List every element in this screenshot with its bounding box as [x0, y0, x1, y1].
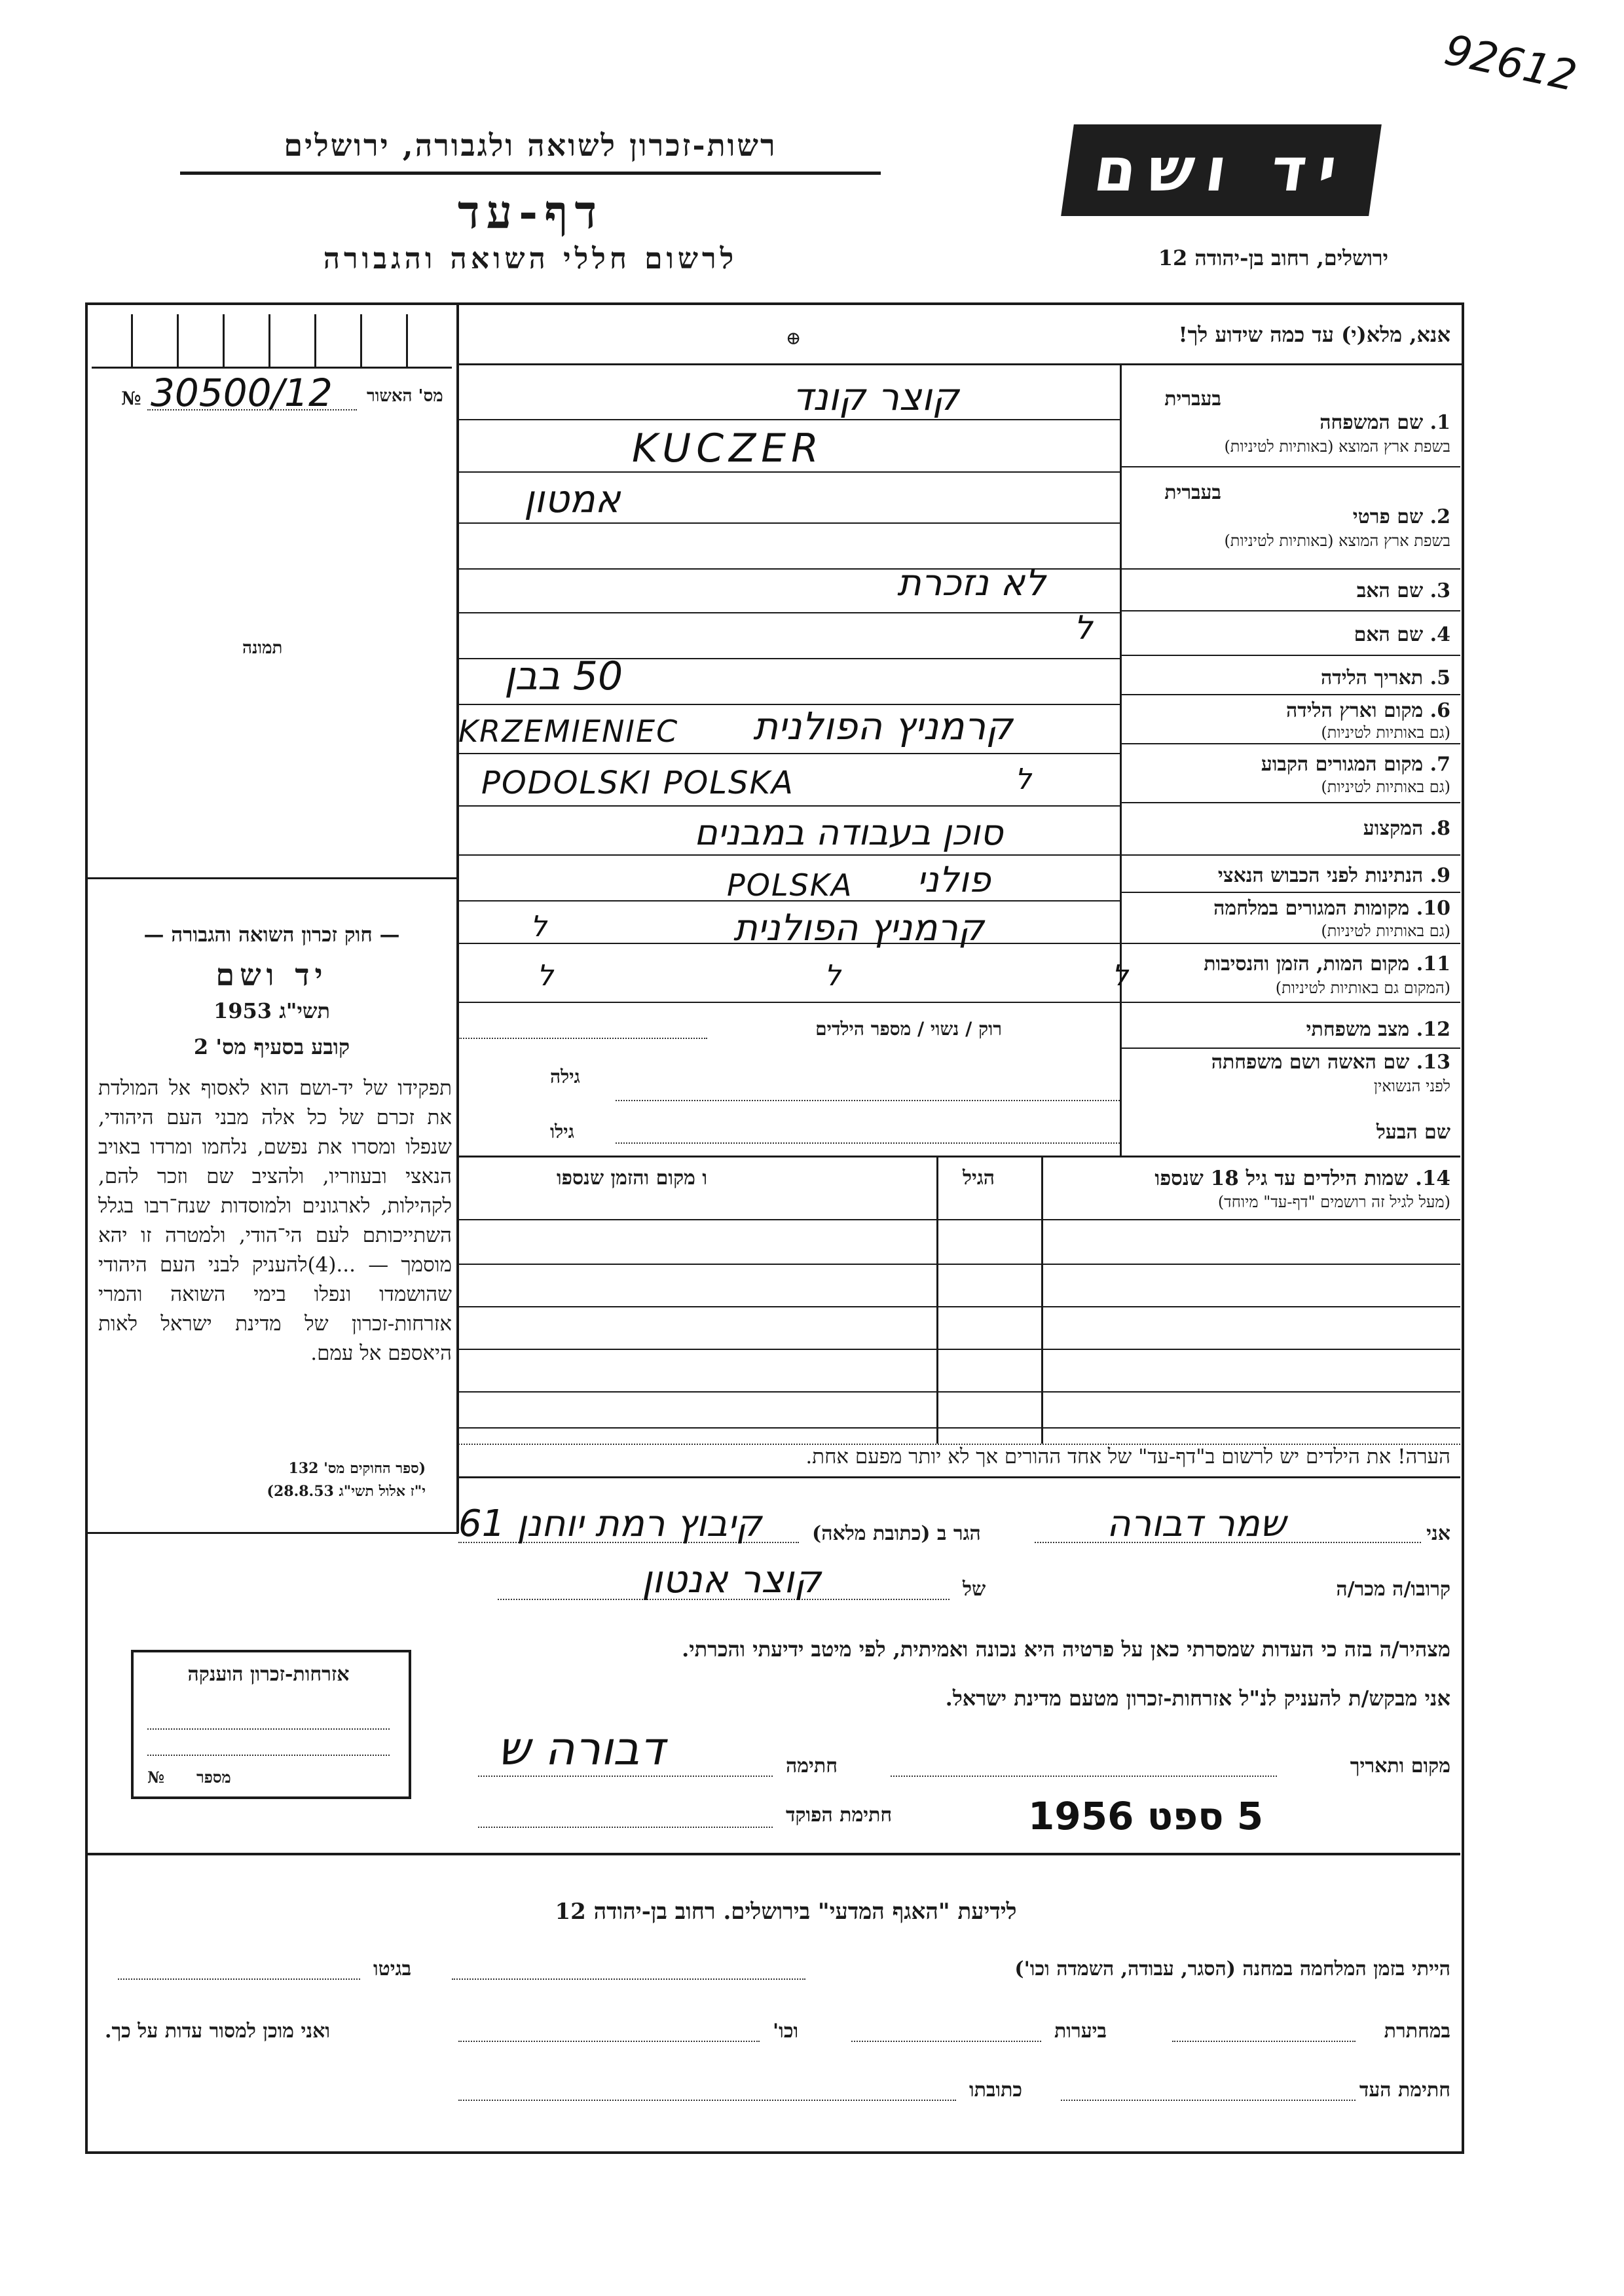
hw-surname-lat: KUCZER — [632, 426, 824, 471]
hw-surname-heb: קוצר קונד — [792, 374, 959, 419]
field-6-label: 6. מקום וארץ הלידה — [1285, 699, 1450, 722]
yad-vashem-logo — [1061, 124, 1382, 216]
field-4-label: 4. שם האם — [1354, 623, 1450, 646]
hw-residence-lat: PODOLSKI POLSKA — [481, 765, 794, 801]
instruction-mark: ⊕ — [786, 327, 802, 349]
info-line1-end: בגיטו — [373, 1958, 412, 1980]
relative-label: קרובו/ה מכר/ה — [1336, 1578, 1450, 1601]
field-2-label: 2. שם פרטי — [1352, 505, 1450, 528]
form-title: דף-עד — [457, 185, 604, 239]
age-label: גילה — [550, 1066, 580, 1087]
field-8-label: 8. המקצוע — [1363, 817, 1450, 840]
of-label: של — [963, 1578, 986, 1601]
hw-birth-place-heb: קרמניץ הפולנית — [753, 704, 1013, 748]
form-subtitle: לרשום חללי השואה והגבורה — [323, 242, 738, 276]
address: ירושלים, רחוב בן-יהודה 12 — [1158, 246, 1388, 270]
law-body: תפקידו של יד-ושם הוא לאסוף אל המולדת את זכרם של כל אלה מבני העם היהודי, שנפלו ומסרו את נפשם, נלחמו ומרדו באויב הנאצי ובעוזריו, ולהציב שם וזכר להם, לקהילות, לארגונים ולמוסדות שנח־רבו בגלל השתייכותם לעם הי־הודי, ולמטרה זו יהא מוסמך — ...(4)להעניק לבני העם היהודי שהושמדו ונפלו בימי השואה והמרי אזרחות-זכרון של מדינת ישראל לאות היאספם אל עמם. — [98, 1076, 452, 1365]
info-title: לידיעת "האגף המדעי" בירושלים. רחוב בן-יהודה 12 — [555, 1899, 1017, 1925]
family-status-options: רוק / נשוי / מספר הילדים — [815, 1018, 1002, 1040]
law-year: תשי"ג 1953 — [213, 998, 330, 1023]
place-date-label: מקום ותאריך — [1350, 1755, 1450, 1777]
field-10-sub: (גם באותיות לטיניות) — [1321, 922, 1450, 940]
info-line1-start: הייתי בזמן המלחמה במחנה (הסגר, עבודה, השמדה וכו') — [1014, 1958, 1450, 1980]
field-3-label: 3. שם האב — [1356, 579, 1450, 602]
declaration-text: מצהיר/ה בזה כי העדות שמסרתי כאן על פרטיה היא נכונה ואמיתית, לפי מיטב ידיעתי והכרתי. — [682, 1637, 1450, 1662]
signature-value: דבורה ש — [498, 1722, 665, 1776]
field-11-label: 11. מקום המות, הזמן והנסיבות — [1204, 953, 1450, 975]
field-5-label: 5. תאריך הלידה — [1321, 666, 1450, 689]
law-name: יד ושם — [215, 957, 328, 993]
info-line2-d: ואני מוכן למסור עדות על כך. — [105, 2020, 331, 2043]
husband-label: שם הבעל — [1376, 1121, 1450, 1144]
hw-war-mark: ל — [530, 910, 547, 943]
hw-nationality: פולני — [917, 859, 991, 900]
relative-name: קוצר אנטון — [642, 1557, 821, 1601]
photo-label: תמונה — [242, 638, 283, 658]
hebrew-label-2: בעברית — [1164, 481, 1221, 504]
law-title: — חוק זכרון השואה והגבורה — — [143, 923, 400, 947]
field-7-label: 7. מקום המגורים הקבוע — [1261, 753, 1450, 776]
field-12-label: 12. מצב משפחתי — [1306, 1018, 1450, 1041]
field-7-sub: (גם באותיות לטיניות) — [1321, 778, 1450, 796]
citizenship-number-label: מספר — [196, 1768, 231, 1787]
date-value: 5 ספט 1956 — [1028, 1794, 1264, 1838]
husband-age-label: גילו — [550, 1121, 574, 1142]
info-line2-a: במחתרת — [1384, 2020, 1450, 2043]
hw-residence-mark: ל — [1015, 763, 1032, 796]
approval-prefix: № — [121, 388, 141, 409]
approval-boxes — [92, 314, 452, 367]
instruction-text: אנא, מלא(י) עד כמה שידוע לך! — [1178, 322, 1450, 347]
hw-death-marks: ל ל ל — [537, 959, 1259, 993]
hw-profession: סוכן בעבודה במבנים — [694, 812, 1003, 853]
field-6-sub: (גם באותיות לטיניות) — [1321, 723, 1450, 742]
witness-address: קיבוץ רמת יוחנן 61 — [458, 1503, 762, 1545]
authority-name: רשות-זכרון לשואה ולגבורה, ירושלים — [284, 128, 777, 163]
witness-living-label: הגר ב (כתובת מלאה) — [812, 1522, 981, 1545]
hw-birth-place-lat: KRZEMIENIEC — [458, 714, 679, 749]
hebrew-label-1: בעברית — [1164, 388, 1221, 410]
signature-label: חתימה — [786, 1755, 838, 1777]
hw-nationality-lat: POLSKA — [727, 867, 853, 903]
witness-i-label: אני — [1426, 1522, 1450, 1545]
children-age-header: הגיל — [963, 1167, 995, 1190]
law-ref-1: (ספר החוקים מס' 132 — [288, 1460, 426, 1477]
hw-war-place: קרמניץ הפולנית — [733, 907, 984, 949]
info-line2-c: וכו' — [773, 2020, 799, 2043]
logo-text: יד ושם — [1090, 135, 1353, 205]
field-10-label: 10. מקומות המגורים במלחמה — [1213, 897, 1450, 920]
law-section: קובע בסעיף מס' 2 — [193, 1034, 350, 1059]
citizenship-number-prefix: № — [147, 1768, 165, 1787]
official-signature-label: חתימת הפוקד — [786, 1804, 893, 1827]
approval-label: מס' האשור — [367, 386, 443, 406]
note-text: הערה! את הילדים יש לרשום ב"דף-עד" של אחד ההורים אך לא יותר מפעם אחת. — [805, 1445, 1450, 1468]
field-13-sub: לפני הנשואין — [1373, 1077, 1450, 1095]
field-1-sub: בשפת ארץ המוצא (באותיות לטיניות) — [1224, 437, 1450, 456]
field-2-sub: בשפת ארץ המוצא (באותיות לטיניות) — [1224, 532, 1450, 550]
approval-number: 30500/12 — [151, 371, 333, 415]
field-11-sub: (המקום גם באותיות לטיניות) — [1275, 979, 1450, 997]
field-9-label: 9. הנתינות לפני הכבוש הנאצי — [1217, 864, 1450, 887]
children-header: 14. שמות הילדים עד גיל 18 שנספו — [1154, 1167, 1450, 1190]
children-place-header: ו מקום והזמן שנספו — [557, 1167, 708, 1190]
hw-birth: 50 בבן — [504, 653, 623, 699]
request-text: אני מבקש/ת להעניק לנ"ל אזרחות-זכרון מטעם מדינת ישראל. — [945, 1686, 1450, 1711]
children-note: (מעל לגיל זה רושמים "דף-עד" מיוחד) — [1217, 1193, 1450, 1211]
info-line2-b: ביערות — [1054, 2020, 1107, 2043]
citizenship-title: אזרחות-זכרון הוענקה — [187, 1663, 350, 1686]
info-line3-a: חתימת העד — [1359, 2079, 1450, 2102]
field-13-label: 13. שם האשה ושם משפחתה — [1211, 1051, 1450, 1074]
archive-number: 92612 — [1440, 26, 1581, 101]
hw-first-name-heb: אמטון — [524, 477, 621, 521]
info-line3-b: כתובתו — [969, 2079, 1023, 2102]
law-ref-2: י"ז אלול תשי"ג 28.8.53) — [267, 1483, 426, 1500]
hw-mother: ל — [1074, 609, 1093, 647]
witness-name: שמר דבורה — [1107, 1503, 1286, 1545]
hw-father: לא נזכרת — [897, 562, 1046, 604]
field-1-label: 1. שם המשפחה — [1320, 411, 1450, 434]
